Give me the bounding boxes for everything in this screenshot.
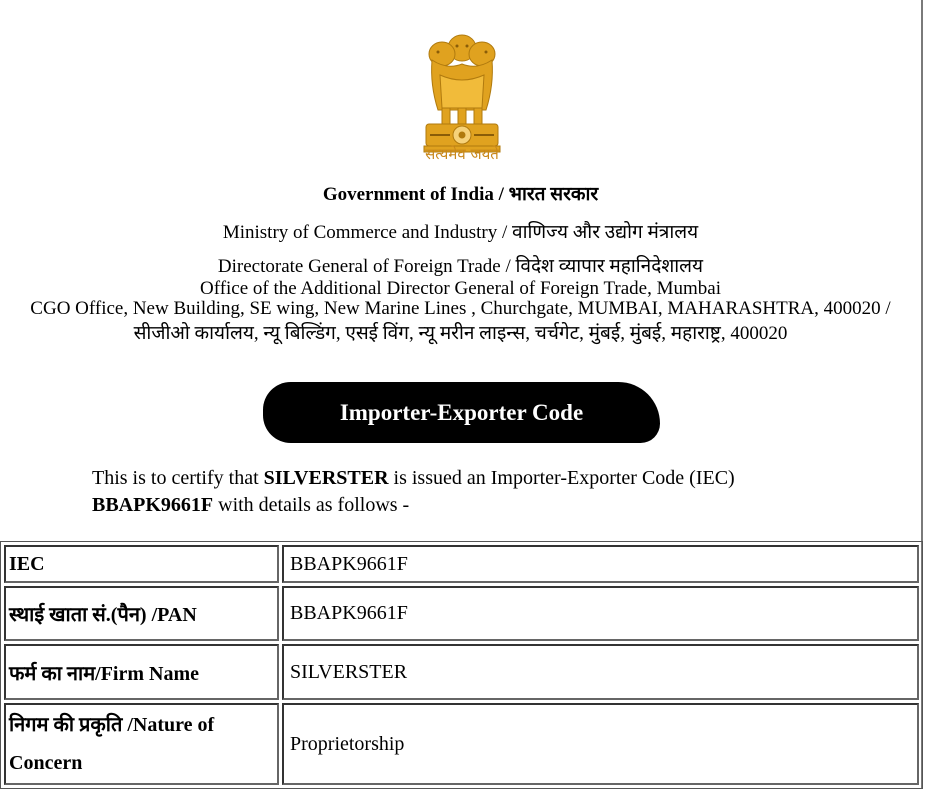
certify-iec: BBAPK9661F — [92, 494, 214, 516]
ministry-heading: Ministry of Commerce and Industry / वाणिज्य और उद्योग मंत्रालय — [222, 222, 699, 243]
certify-middle: is issued an Importer-Exporter Code (IEC) — [388, 467, 735, 489]
directorate-heading: Directorate General of Foreign Trade / विदेश व्यापार महानिदेशालय — [217, 256, 704, 277]
detail-label: IEC — [4, 545, 279, 583]
table-row — [4, 545, 919, 583]
certificate-title — [263, 382, 660, 443]
detail-label: निगम की प्रकृति /Nature of Concern — [4, 703, 279, 785]
detail-label: स्थाई खाता सं.(पैन) /PAN — [4, 586, 279, 641]
details-table — [0, 541, 923, 789]
certify-prefix: This is to certify that — [92, 467, 264, 489]
table-row — [4, 703, 919, 785]
detail-label: फर्म का नाम/Firm Name — [4, 644, 279, 700]
table-row — [4, 644, 919, 700]
certify-suffix: with details as follows - — [213, 494, 410, 516]
office-heading: Office of the Additional Director General of Foreign Trade, Mumbai — [200, 278, 721, 299]
detail-value: Proprietorship — [282, 703, 919, 785]
detail-value: BBAPK9661F — [282, 586, 919, 641]
certify-firm-name: SILVERSTER — [263, 467, 389, 489]
detail-value: SILVERSTER — [282, 644, 919, 700]
table-row — [4, 586, 919, 641]
government-heading: Government of India / भारत सरकार — [322, 184, 599, 205]
certificate-title-text: Importer-Exporter Code — [339, 399, 584, 425]
detail-value: BBAPK9661F — [282, 545, 919, 583]
national-motto: सत्यमेव जयते — [425, 145, 499, 163]
office-address: CGO Office, New Building, SE wing, New Marine Lines , Churchgate, MUMBAI, MAHARASHTRA, 400020 / सीजीओ कार्यालय, न्यू बिल्डिंग, एसई विंग, न्यू मरीन लाइन्स, चर्चगेट, मुंबई, मुंबई, महाराष्ट्र, 400020 — [30, 298, 891, 344]
certification-statement — [92, 465, 812, 519]
